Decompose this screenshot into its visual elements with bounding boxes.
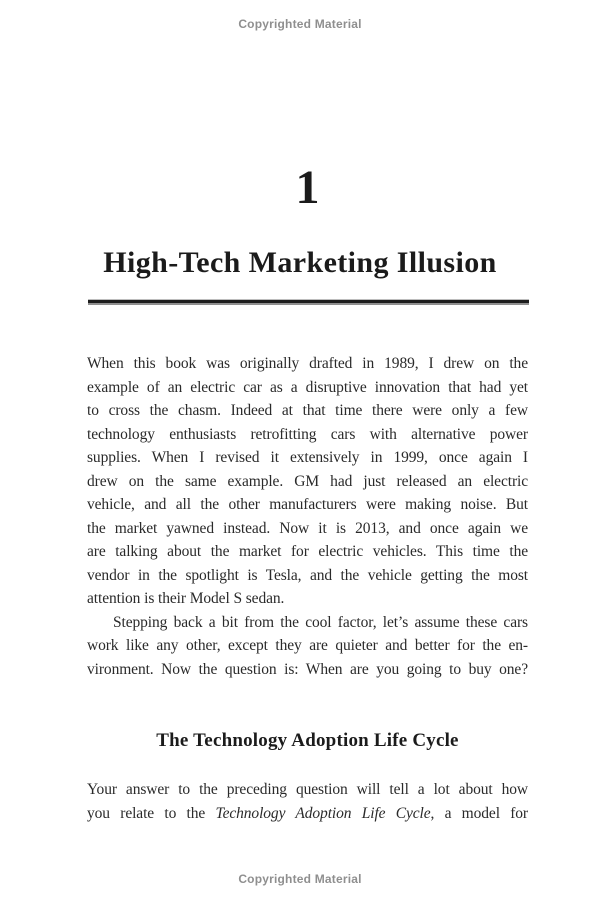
body-line: Your answer to the preceding question will tell a lot about how	[87, 781, 528, 798]
body-line: When this book was originally drafted in 1989, I drew on the	[87, 355, 528, 372]
chapter-title: High-Tech Marketing Illusion	[103, 246, 497, 279]
body-line: vendor in the spotlight is Tesla, and the vehicle getting the most	[87, 566, 528, 584]
body-line-text: you relate to the	[87, 804, 216, 822]
copyright-notice-bottom: Copyrighted Material	[238, 872, 362, 886]
body-line: the market yawned instead. Now it is 2013, and once again we	[87, 519, 528, 537]
body-line-text: , a model for	[430, 804, 528, 822]
body-line: attention is their Model S sedan.	[87, 590, 285, 607]
body-text-block-continued	[87, 778, 528, 825]
body-line: example of an electric car as a disruptive innovation that had yet	[87, 378, 528, 396]
chapter-number: 1	[295, 161, 320, 214]
body-line: work like any other, except they are quieter and better for the en-	[87, 637, 528, 654]
body-line: technology enthusiasts retrofitting cars with alternative power	[87, 425, 528, 443]
body-line	[87, 802, 528, 826]
italic-term: Technology Adoption Life Cycle	[215, 804, 431, 822]
body-text-block	[87, 352, 528, 681]
body-line: drew on the same example. GM had just released an electric	[87, 472, 528, 490]
body-line: vironment. Now the question is: When are you going to buy one?	[87, 660, 528, 678]
body-line: supplies. When I revised it extensively in 1999, once again I	[87, 449, 528, 466]
body-line: are talking about the market for electric vehicles. This time the	[87, 543, 528, 560]
body-line: vehicle, and all the other manufacturers were making noise. But	[87, 496, 528, 513]
body-line: Stepping back a bit from the cool factor, let’s assume these cars	[113, 613, 528, 631]
copyright-notice-top: Copyrighted Material	[238, 17, 362, 31]
body-line: to cross the chasm. Indeed at that time there were only a few	[87, 402, 528, 419]
section-heading: The Technology Adoption Life Cycle	[156, 730, 459, 751]
title-divider-rule	[88, 299, 529, 305]
